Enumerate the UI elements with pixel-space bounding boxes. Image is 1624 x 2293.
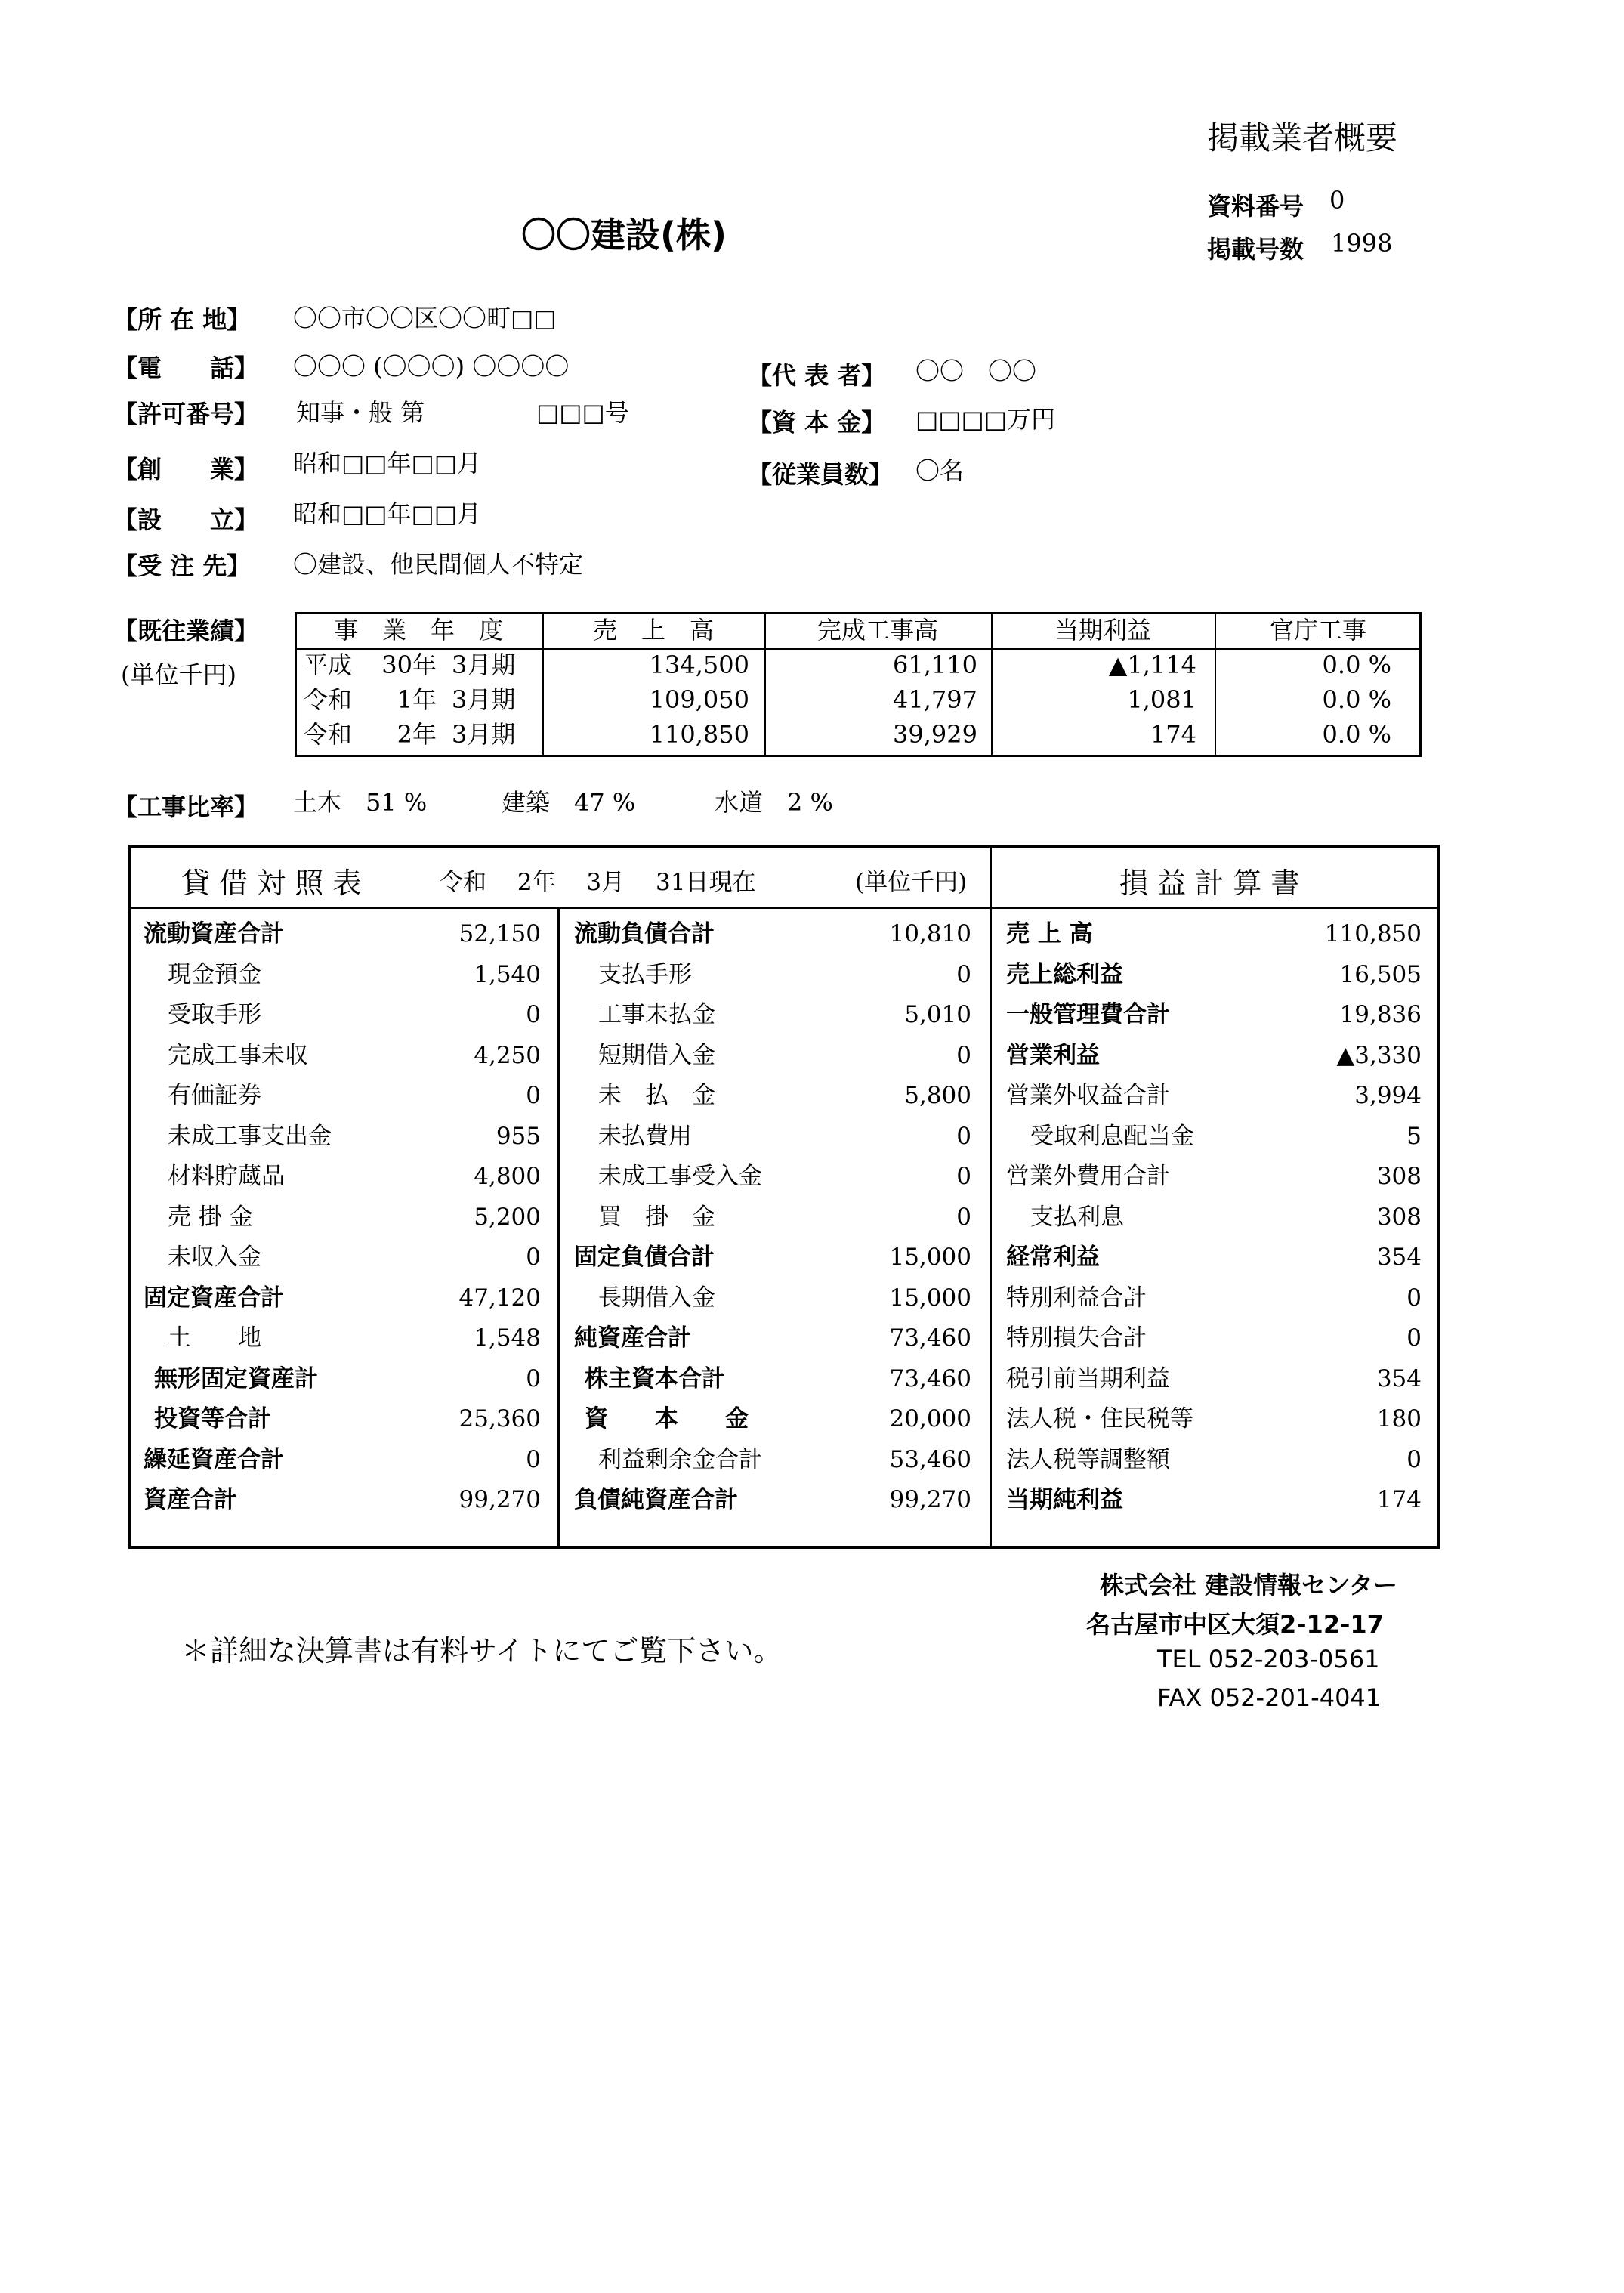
perf-row-sales: 110,850 — [649, 720, 749, 749]
license-prefix: 知事・般 第 — [296, 398, 425, 427]
perf-row-era: 平成 — [304, 651, 353, 679]
perf-row-completed: 41,797 — [893, 685, 977, 714]
statement-item-value: 0 — [526, 1244, 541, 1271]
statement-item-label: 未成工事支出金 — [168, 1122, 332, 1150]
founded-label: 【創 業】 — [113, 455, 259, 484]
footer-address: 名古屋市中区大須2-12-17 — [1086, 1610, 1384, 1639]
statement-item-label: 固定資産合計 — [144, 1284, 284, 1312]
statement-item-label: 受取利息配当金 — [1030, 1122, 1194, 1150]
document-type: 掲載業者概要 — [1207, 119, 1398, 156]
work-ratio-civil: 土木 51 % — [293, 788, 428, 817]
established-label: 【設 立】 — [113, 505, 259, 534]
perf-row-year: 1年 — [397, 685, 437, 714]
location-label: 【所 在 地】 — [113, 305, 252, 334]
work-ratio-building: 建築 47 % — [502, 788, 636, 817]
statement-item-label: 法人税等調整額 — [1006, 1445, 1170, 1473]
statement-item-value: 308 — [1376, 1163, 1422, 1190]
employees-label: 【従業員数】 — [748, 460, 894, 489]
footer-tel: TEL 052-203-0561 — [1157, 1645, 1380, 1673]
statement-item-value: 47,120 — [458, 1284, 541, 1312]
statement-item-label: 営業外収益合計 — [1006, 1082, 1170, 1109]
performance-unit: (単位千円) — [121, 660, 236, 689]
statement-item-label: 未成工事受入金 — [598, 1163, 762, 1190]
statement-item-label: 長期借入金 — [598, 1284, 715, 1312]
statement-item-value: 174 — [1376, 1486, 1422, 1513]
statement-item-value: 0 — [956, 1203, 971, 1231]
perf-row-year: 2年 — [397, 720, 437, 749]
statement-item-label: 純資産合計 — [574, 1324, 691, 1352]
statement-item-label: 当期純利益 — [1006, 1486, 1123, 1513]
perf-header-year: 事 業 年 度 — [333, 616, 503, 644]
perf-row-completed: 61,110 — [893, 651, 977, 679]
statement-item-label: 経常利益 — [1006, 1244, 1100, 1271]
statement-item-label: 特別利益合計 — [1006, 1284, 1147, 1312]
representative-value: 〇〇 〇〇 — [915, 357, 1037, 385]
footer-note: ＊詳細な決算書は有料サイトにてご覧下さい。 — [181, 1634, 783, 1667]
statement-item-label: 売 上 高 — [1006, 920, 1093, 947]
statement-item-label: 流動資産合計 — [144, 920, 284, 947]
statement-item-value: 1,540 — [474, 960, 541, 988]
statement-item-label: 税引前当期利益 — [1006, 1364, 1170, 1392]
work-ratio-label: 【工事比率】 — [113, 793, 259, 821]
statement-item-value: ▲3,330 — [1336, 1041, 1422, 1069]
statement-item-label: 利益剰余金合計 — [598, 1445, 762, 1473]
issue-value: 1998 — [1331, 229, 1393, 258]
statement-item-value: 5,010 — [904, 1001, 971, 1028]
balance-sheet-title: 貸 借 対 照 表 — [181, 867, 362, 900]
statement-item-value: 19,836 — [1339, 1001, 1422, 1028]
statement-item-value: 0 — [956, 960, 971, 988]
statement-item-value: 73,460 — [889, 1324, 971, 1352]
statement-item-value: 110,850 — [1324, 920, 1422, 947]
statement-item-label: 完成工事未収 — [168, 1041, 308, 1069]
statement-item-value: 20,000 — [889, 1405, 971, 1432]
perf-row-profit: 1,081 — [1127, 685, 1196, 714]
statement-item-label: 売上総利益 — [1006, 960, 1123, 988]
statement-item-label: 土 地 — [168, 1324, 261, 1352]
founded-value: 昭和□□年□□月 — [293, 449, 481, 477]
statement-item-value: 0 — [526, 1364, 541, 1392]
statement-item-value: 1,548 — [474, 1324, 541, 1352]
statement-item-value: 25,360 — [458, 1405, 541, 1432]
statement-item-value: 354 — [1376, 1364, 1422, 1392]
work-ratio-water: 水道 2 % — [715, 788, 833, 817]
statement-item-value: 0 — [956, 1163, 971, 1190]
statement-item-label: 有価証券 — [168, 1082, 261, 1109]
statement-item-value: 5 — [1406, 1122, 1422, 1150]
statement-item-label: 無形固定資産計 — [154, 1364, 318, 1392]
statement-item-label: 投資等合計 — [154, 1405, 271, 1432]
statement-item-value: 0 — [1406, 1284, 1422, 1312]
statement-item-value: 0 — [526, 1445, 541, 1473]
representative-label: 【代 表 者】 — [748, 361, 886, 390]
statement-item-value: 0 — [526, 1082, 541, 1109]
statement-item-value: 52,150 — [458, 920, 541, 947]
established-value: 昭和□□年□□月 — [293, 499, 481, 528]
statement-item-label: 支払利息 — [1030, 1203, 1124, 1231]
license-label: 【許可番号】 — [113, 400, 259, 428]
statement-item-label: 固定負債合計 — [574, 1244, 715, 1271]
perf-row-profit: ▲1,114 — [1108, 651, 1196, 679]
perf-row-gov: 0.0 % — [1322, 651, 1391, 679]
statement-item-label: 負債純資産合計 — [574, 1486, 738, 1513]
statement-item-value: 0 — [1406, 1324, 1422, 1352]
capital-label: 【資 本 金】 — [748, 408, 886, 437]
perf-row-gov: 0.0 % — [1322, 685, 1391, 714]
statement-item-value: 0 — [956, 1041, 971, 1069]
perf-row-month: 3月期 — [452, 685, 516, 714]
statement-item-label: 特別損失合計 — [1006, 1324, 1147, 1352]
statement-item-value: 73,460 — [889, 1364, 971, 1392]
perf-row-gov: 0.0 % — [1322, 720, 1391, 749]
perf-row-sales: 109,050 — [649, 685, 749, 714]
statement-item-value: 180 — [1376, 1405, 1422, 1432]
balance-sheet-date: 令和 2年 3月 31日現在 — [440, 869, 756, 896]
income-statement-title: 損 益 計 算 書 — [1119, 867, 1300, 900]
clients-label: 【受 注 先】 — [113, 552, 252, 580]
statement-item-label: 工事未払金 — [598, 1001, 715, 1028]
statement-item-value: 99,270 — [889, 1486, 971, 1513]
statement-item-label: 短期借入金 — [598, 1041, 715, 1069]
perf-row-month: 3月期 — [452, 651, 516, 679]
statement-item-label: 営業外費用合計 — [1006, 1163, 1170, 1190]
statement-item-value: 4,250 — [474, 1041, 541, 1069]
perf-header-completed: 完成工事高 — [817, 616, 938, 644]
statement-item-value: 354 — [1376, 1244, 1422, 1271]
balance-sheet-unit: (単位千円) — [855, 869, 968, 896]
statement-item-label: 受取手形 — [168, 1001, 261, 1028]
statement-item-label: 一般管理費合計 — [1006, 1001, 1170, 1028]
footer-company: 株式会社 建設情報センター — [1100, 1571, 1397, 1599]
doc-no-label: 資料番号 — [1207, 192, 1304, 221]
statement-item-label: 資産合計 — [144, 1486, 237, 1513]
company-name: 〇〇建設(株) — [521, 215, 727, 255]
statement-item-label: 売 掛 金 — [168, 1203, 253, 1231]
clients-value: 〇建設、他民間個人不特定 — [293, 550, 584, 579]
statement-item-value: 15,000 — [889, 1284, 971, 1312]
phone-label: 【電 話】 — [113, 354, 259, 382]
financial-statements — [128, 845, 1440, 1549]
perf-row-year: 30年 — [381, 651, 437, 679]
statement-item-value: 0 — [956, 1122, 971, 1150]
perf-header-sales: 売 上 高 — [592, 616, 714, 644]
perf-row-completed: 39,929 — [893, 720, 977, 749]
statement-item-value: 53,460 — [889, 1445, 971, 1473]
statement-item-value: 0 — [1406, 1445, 1422, 1473]
statement-item-value: 10,810 — [889, 920, 971, 947]
statement-item-value: 99,270 — [458, 1486, 541, 1513]
statement-item-label: 営業利益 — [1006, 1041, 1100, 1069]
performance-table — [295, 612, 1422, 757]
phone-value: 〇〇〇 (〇〇〇) 〇〇〇〇 — [293, 352, 570, 381]
perf-row-sales: 134,500 — [649, 651, 749, 679]
statement-item-label: 流動負債合計 — [574, 920, 715, 947]
statement-item-label: 資 本 金 — [585, 1405, 749, 1432]
statement-item-value: 308 — [1376, 1203, 1422, 1231]
perf-row-month: 3月期 — [452, 720, 516, 749]
statement-item-label: 繰延資産合計 — [144, 1445, 284, 1473]
statement-item-label: 現金預金 — [168, 960, 261, 988]
employees-value: 〇名 — [915, 456, 965, 485]
statement-item-label: 未 払 金 — [598, 1082, 715, 1109]
statement-item-value: 955 — [496, 1122, 541, 1150]
statement-item-value: 4,800 — [474, 1163, 541, 1190]
statement-item-label: 材料貯蔵品 — [168, 1163, 285, 1190]
statement-item-value: 5,200 — [474, 1203, 541, 1231]
statement-item-value: 5,800 — [904, 1082, 971, 1109]
statement-item-value: 0 — [526, 1001, 541, 1028]
footer-fax: FAX 052-201-4041 — [1157, 1683, 1382, 1712]
capital-value: □□□□万円 — [915, 405, 1055, 434]
statement-item-value: 3,994 — [1354, 1082, 1422, 1109]
statement-item-label: 法人税・住民税等 — [1006, 1405, 1193, 1432]
performance-label: 【既往業績】 — [113, 617, 259, 645]
statement-item-label: 買 掛 金 — [598, 1203, 715, 1231]
statement-item-value: 16,505 — [1339, 960, 1422, 988]
statement-item-value: 15,000 — [889, 1244, 971, 1271]
perf-row-era: 令和 — [304, 720, 353, 749]
perf-row-era: 令和 — [304, 685, 353, 714]
license-number: □□□号 — [536, 398, 629, 427]
statement-item-label: 株主資本合計 — [585, 1364, 725, 1392]
perf-header-gov: 官庁工事 — [1269, 616, 1366, 644]
perf-row-profit: 174 — [1150, 720, 1196, 749]
statement-item-label: 未払費用 — [598, 1122, 692, 1150]
location-value: 〇〇市〇〇区〇〇町□□ — [293, 304, 557, 332]
doc-no-value: 0 — [1329, 186, 1345, 215]
issue-label: 掲載号数 — [1207, 235, 1304, 264]
statement-item-label: 支払手形 — [598, 960, 692, 988]
perf-header-profit: 当期利益 — [1054, 616, 1151, 644]
statement-item-label: 未収入金 — [168, 1244, 261, 1271]
